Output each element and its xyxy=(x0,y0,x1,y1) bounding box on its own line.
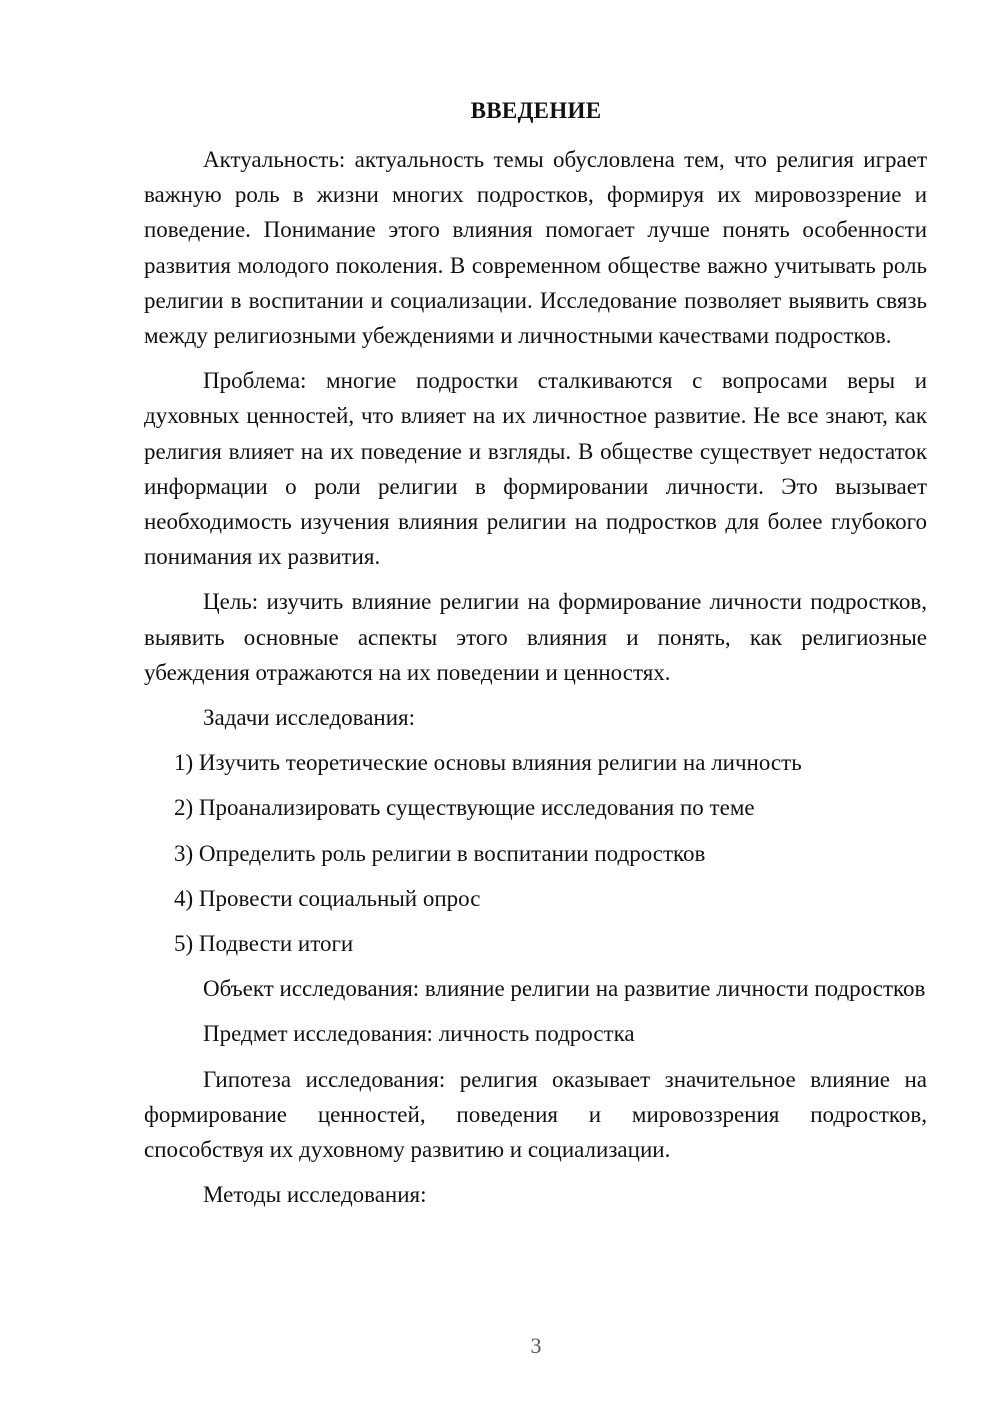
document-body xyxy=(144,142,927,1222)
paragraph-subject: Предмет исследования: личность подростка xyxy=(203,1021,635,1047)
paragraph-object: Объект исследования: влияние религии на развитие личности подростков xyxy=(203,976,926,1002)
list-item: 4) Провести социальный опрос xyxy=(174,885,481,911)
paragraph-hypothesis: Гипотеза исследования: религия оказывает значительное влияние на формирование ценностей, поведения и мировоззрения подростков, способствуя их духовному развитию и социализации. xyxy=(144,1066,927,1163)
page-title: ВВЕДЕНИЕ xyxy=(470,98,602,123)
methods-heading: Методы исследования: xyxy=(203,1182,427,1208)
list-item: 2) Проанализировать существующие исследования по теме xyxy=(174,795,755,821)
paragraph-goal: Цель: изучить влияние религии на формирование личности подростков, выявить основные аспекты этого влияния и понять, как религиозные убеждения отражаются на их поведении и ценностях. xyxy=(144,589,927,685)
tasks-list xyxy=(144,745,927,961)
tasks-heading: Задачи исследования: xyxy=(203,705,416,731)
list-item: 3) Определить роль религии в воспитании подростков xyxy=(174,840,706,866)
page-number: 3 xyxy=(530,1333,542,1358)
paragraph-relevance: Актуальность: актуальность темы обусловлена тем, что религия играет важную роль в жизни многих подростков, формируя их мировоззрение и поведение. Понимание этого влияния помогает лучше понять особенности развития молодого поколения. В современном обществе важно учитывать роль религии в воспитании и социализации. Исследование позволяет выявить связь между религиозными убеждениями и личностными качествами подростков. xyxy=(144,147,927,349)
list-item: 5) Подвести итоги xyxy=(174,931,354,957)
list-item: 1) Изучить теоретические основы влияния религии на личность xyxy=(174,750,802,776)
paragraph-problem: Проблема: многие подростки сталкиваются с вопросами веры и духовных ценностей, что влияет на их личностное развитие. Не все знают, как религия влияет на их поведение и взгляды. В обществе существует недостаток информации о роли религии в формировании личности. Это вызывает необходимость изучения влияния религии на подростков для более глубокого понимания их развития. xyxy=(144,368,927,570)
